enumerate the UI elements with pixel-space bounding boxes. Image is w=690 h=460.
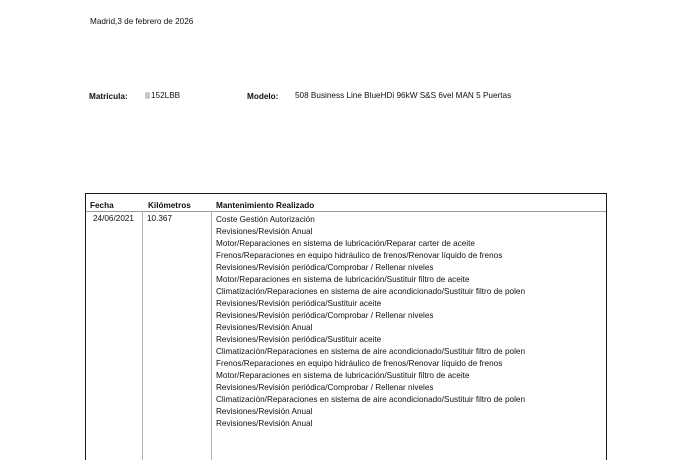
redaction-mark [145,92,150,99]
maintenance-entry: Climatización/Reparaciones en sistema de aire acondicionado/Sustituir filtro de polen [216,347,526,356]
column-header-mantenimiento: Mantenimiento Realizado [216,201,315,210]
maintenance-entry: Climatización/Reparaciones en sistema de aire acondicionado/Sustituir filtro de polen [216,287,526,296]
maintenance-entry: Revisiones/Revisión Anual [216,227,313,236]
cell-fecha: 24/06/2021 [93,214,134,223]
model-value: 508 Business Line BlueHDi 96kW S&S 6vel MAN 5 Puertas [295,91,512,100]
maintenance-entry: Revisiones/Revisión Anual [216,419,313,428]
maintenance-entry: Revisiones/Revisión periódica/Comprobar / Rellenar niveles [216,383,434,392]
maintenance-entries-list [216,214,596,430]
column-divider [142,211,143,460]
date-text: 3 de febrero de 2026 [117,17,194,26]
maintenance-entry: Motor/Reparaciones en sistema de lubricación/Sustituir filtro de aceite [216,275,470,284]
model-label: Modelo: [247,92,279,101]
maintenance-entry: Coste Gestión Autorización [216,215,315,224]
column-divider [211,211,212,460]
maintenance-entry: Motor/Reparaciones en sistema de lubricación/Sustituir filtro de aceite [216,371,470,380]
maintenance-entry: Revisiones/Revisión periódica/Sustituir aceite [216,335,382,344]
maintenance-entry: Revisiones/Revisión Anual [216,323,313,332]
maintenance-entry: Revisiones/Revisión periódica/Comprobar / Rellenar niveles [216,263,434,272]
maintenance-entry: Frenos/Reparaciones en equipo hidráulico de frenos/Renovar líquido de frenos [216,359,503,368]
cell-kilometros: 10.367 [147,214,173,223]
plate-value: 152LBB [151,91,181,100]
maintenance-entry: Climatización/Reparaciones en sistema de aire acondicionado/Sustituir filtro de polen [216,395,526,404]
maintenance-entry: Frenos/Reparaciones en equipo hidráulico de frenos/Renovar líquido de frenos [216,251,503,260]
maintenance-entry: Motor/Reparaciones en sistema de lubricación/Reparar carter de aceite [216,239,475,248]
maintenance-entry: Revisiones/Revisión periódica/Comprobar / Rellenar niveles [216,311,434,320]
maintenance-table [85,193,607,460]
plate-label: Matricula: [89,92,128,101]
header-divider [86,211,606,212]
date-city: Madrid, [90,17,118,26]
document-date [90,17,193,26]
maintenance-entry: Revisiones/Revisión periódica/Sustituir aceite [216,299,382,308]
maintenance-entry: Revisiones/Revisión Anual [216,407,313,416]
column-header-kilometros: Kilómetros [148,201,191,210]
column-header-fecha: Fecha [90,201,114,210]
plate-value-wrapper [145,91,180,100]
